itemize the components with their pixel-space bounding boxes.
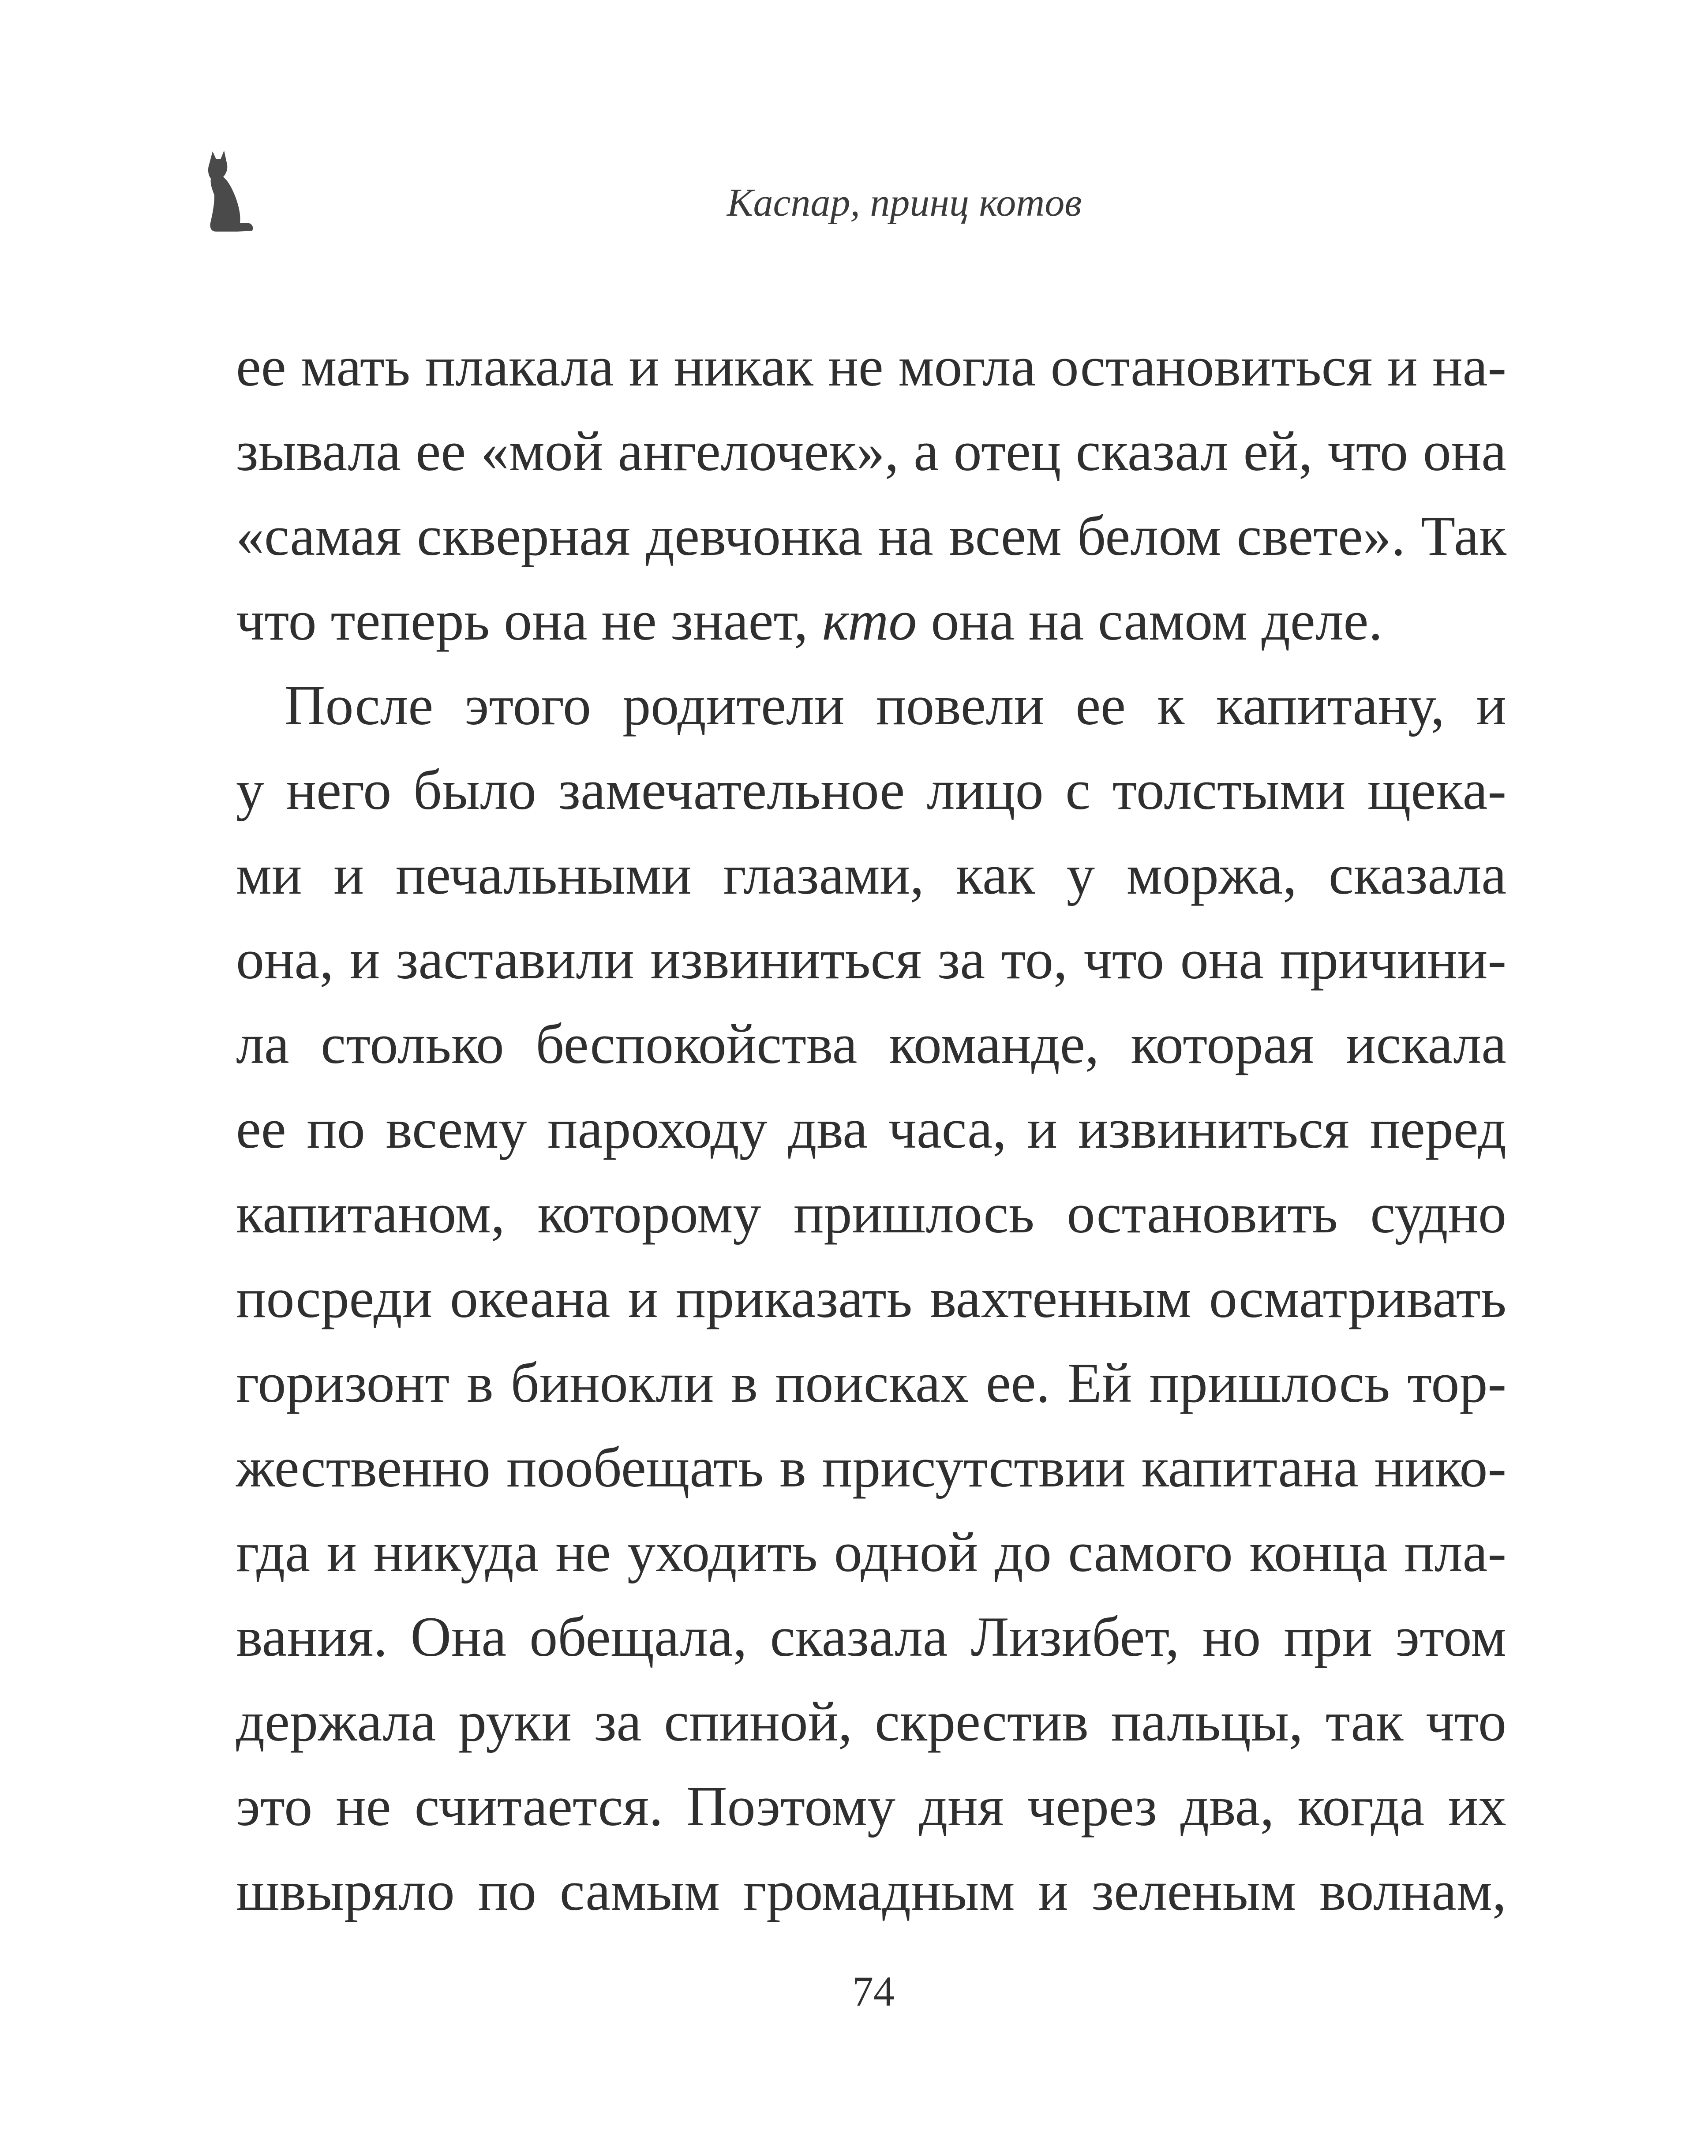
emphasized-word: кто <box>822 589 917 652</box>
text-line: она, и заставили извиниться за то, что она причини- <box>236 928 1506 991</box>
text-line: держала руки за спиной, скрестив пальцы, так что <box>236 1690 1506 1753</box>
page-number: 74 <box>852 1968 895 2015</box>
text-line: После этого родители повели ее к капитану, и <box>285 674 1506 737</box>
text-line: «самая скверная девчонка на всем белом свете». Так <box>236 505 1506 567</box>
body-text <box>236 324 1506 1933</box>
text-line: вания. Она обещала, сказала Лизибет, но при этом <box>236 1606 1506 1668</box>
text-line: у него было замечательное лицо с толстыми щека- <box>236 759 1506 821</box>
text-line: посреди океана и приказать вахтенным осматривать <box>236 1267 1506 1329</box>
text-line: ее по всему пароходу два часа, и извиниться перед <box>236 1097 1506 1160</box>
text-line: ее мать плакала и никак не могла остановиться и на- <box>236 335 1506 398</box>
text-line: швыряло по самым громадным и зеленым волнам, <box>236 1860 1506 1922</box>
text-line: жественно пообещать в присутствии капитана нико- <box>236 1436 1506 1499</box>
text-line: капитаном, которому пришлось остановить судно <box>236 1182 1506 1245</box>
text-segment: она на самом деле. <box>917 589 1383 652</box>
running-header: Каспар, принц котов <box>727 181 1082 225</box>
text-line: зывала ее «мой ангелочек», а отец сказал ей, что она <box>236 420 1506 483</box>
text-line <box>236 578 1506 663</box>
text-line: гда и никуда не уходить одной до самого конца пла- <box>236 1521 1506 1583</box>
text-line: горизонт в бинокли в поисках ее. Ей пришлось тор- <box>236 1351 1506 1414</box>
text-line: это не считается. Поэтому дня через два, когда их <box>236 1775 1506 1838</box>
text-line: ла столько беспокойства команде, которая искала <box>236 1013 1506 1075</box>
text-segment: что теперь она не знает, <box>236 589 822 652</box>
cat-silhouette-icon <box>203 148 269 234</box>
text-line: ми и печальными глазами, как у моржа, сказала <box>236 843 1506 906</box>
